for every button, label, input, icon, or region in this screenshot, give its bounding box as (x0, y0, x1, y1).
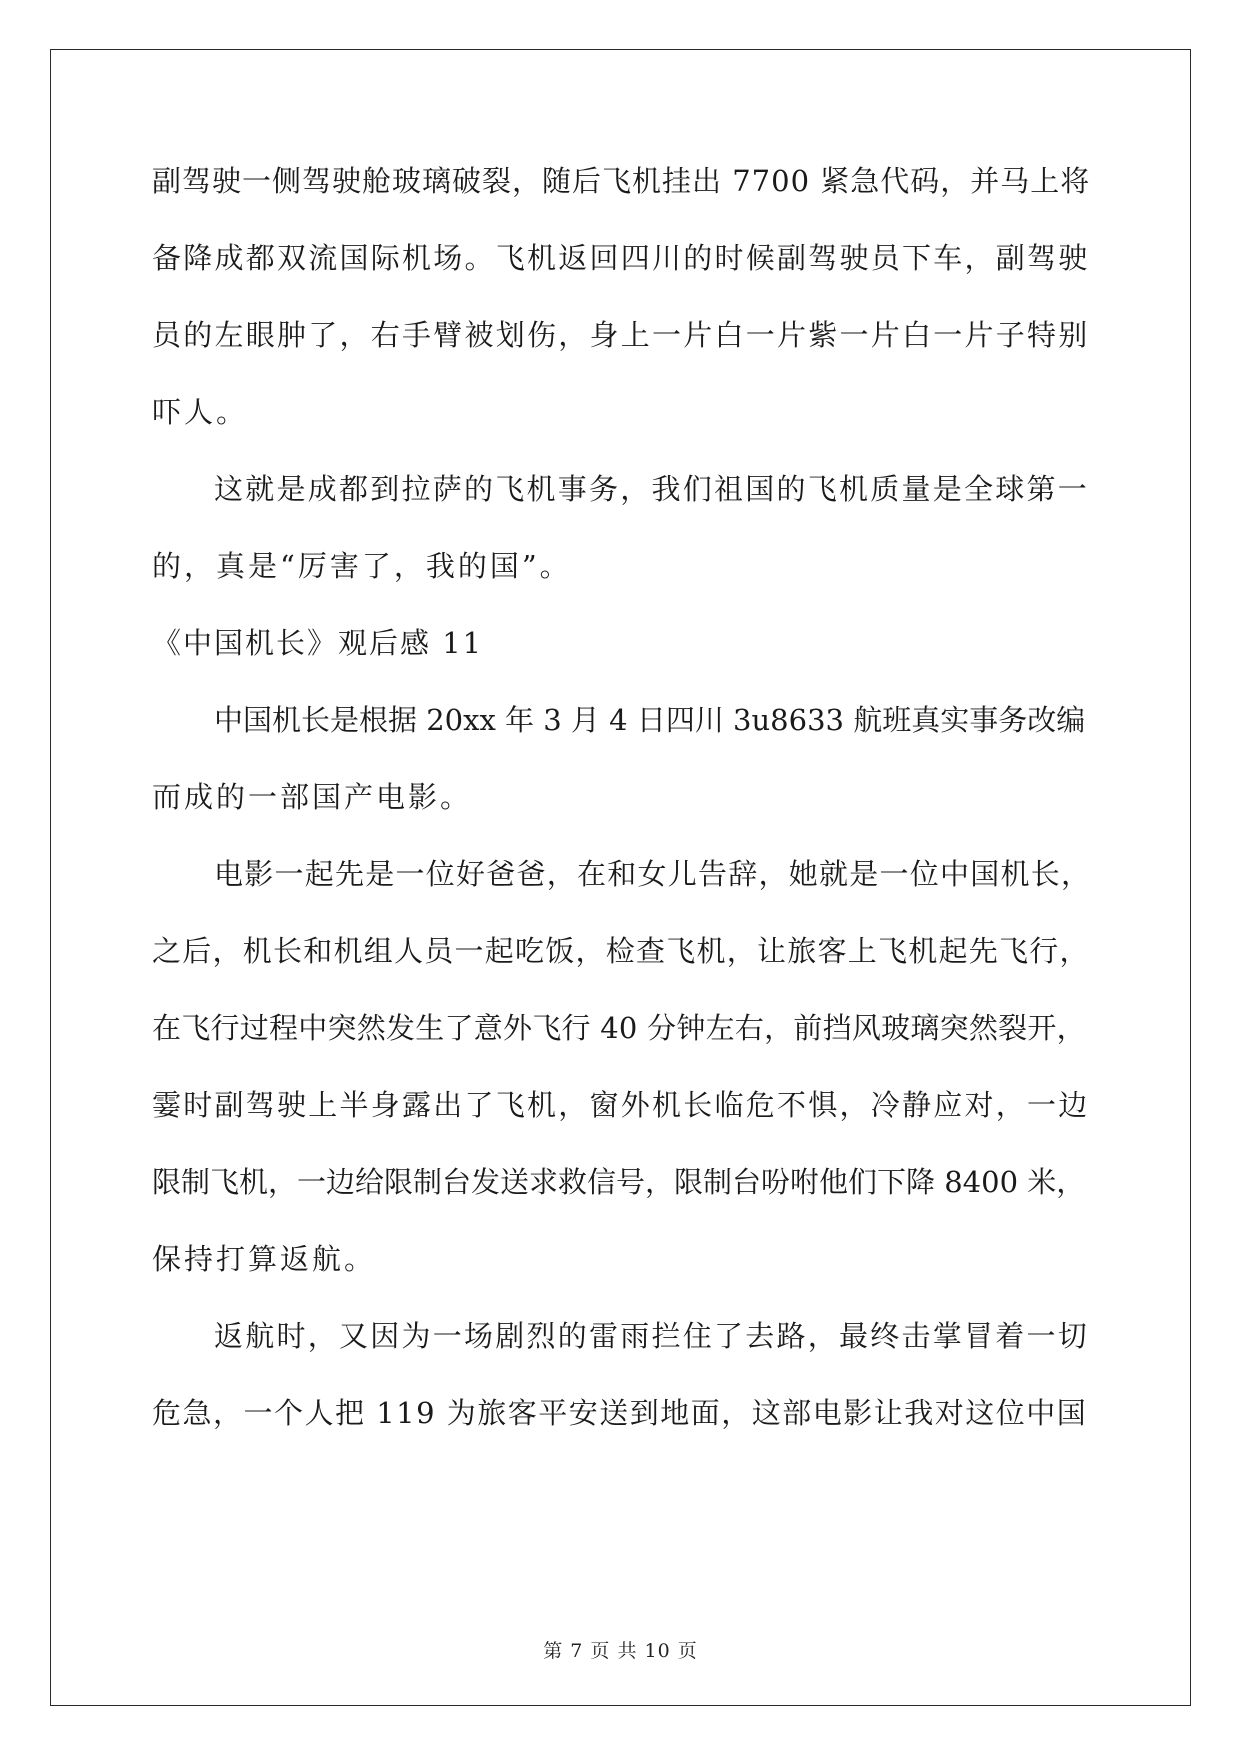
text-line: 吓人。 (152, 395, 249, 429)
page-number: 第 7 页 共 10 页 (543, 1640, 698, 1662)
text-line: 在飞行过程中突然发生了意外飞行 40 分钟左右，前挡风玻璃突然裂开， (152, 1011, 1086, 1045)
text-line: 保持打算返航。 (152, 1242, 377, 1276)
text-line: 危急，一个人把 119 为旅客平安送到地面，这部电影让我对这位中国 (152, 1396, 1088, 1430)
text-line: 霎时副驾驶上半身露出了飞机，窗外机长临危不惧，冷静应对，一边 (152, 1088, 1090, 1122)
paragraph-start: 返航时，又因为一场剧烈的雷雨拦住了去路，最终击掌冒着一切 (214, 1319, 1090, 1353)
text-line: 之后，机长和机组人员一起吃饭，检查飞机，让旅客上飞机起先飞行， (152, 934, 1090, 968)
paragraph-start: 电影一起先是一位好爸爸，在和女儿告辞，她就是一位中国机长， (214, 857, 1092, 891)
text-line: 而成的一部国产电影。 (152, 780, 473, 814)
document-body (152, 160, 1092, 1469)
paragraph-start: 中国机长是根据 20xx 年 3 月 4 日四川 3u8633 航班真实事务改编 (214, 703, 1086, 737)
text-line: 限制飞机，一边给限制台发送求救信号，限制台吩咐他们下降 8400 米， (152, 1165, 1086, 1199)
section-heading: 《中国机长》观后感 11 (152, 626, 484, 660)
text-line: 副驾驶一侧驾驶舱玻璃破裂，随后飞机挂出 7700 紧急代码，并马上将 (152, 164, 1091, 198)
text-line: 员的左眼肿了，右手臂被划伤，身上一片白一片紫一片白一片子特别 (152, 318, 1090, 352)
text-line: 的，真是“厉害了，我的国”。 (152, 549, 572, 583)
text-line: 备降成都双流国际机场。飞机返回四川的时候副驾驶员下车，副驾驶 (152, 241, 1090, 275)
paragraph-start: 这就是成都到拉萨的飞机事务，我们祖国的飞机质量是全球第一 (214, 472, 1090, 506)
